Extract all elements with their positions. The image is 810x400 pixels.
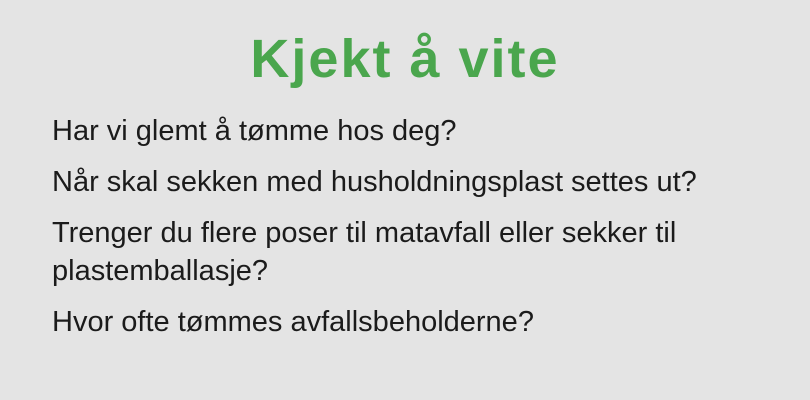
question-emptying-frequency: Hvor ofte tømmes avfallsbeholderne? (52, 306, 534, 338)
question-more-bags: Trenger du flere poser til matavfall eller sekker til plastemballasje? (52, 217, 677, 287)
question-plastic-sack-out: Når skal sekken med husholdningsplast settes ut? (52, 166, 697, 198)
question-list (52, 112, 712, 341)
slide-title: Kjekt å vite (250, 29, 560, 89)
question-emptied-bin: Har vi glemt å tømme hos deg? (52, 115, 457, 147)
